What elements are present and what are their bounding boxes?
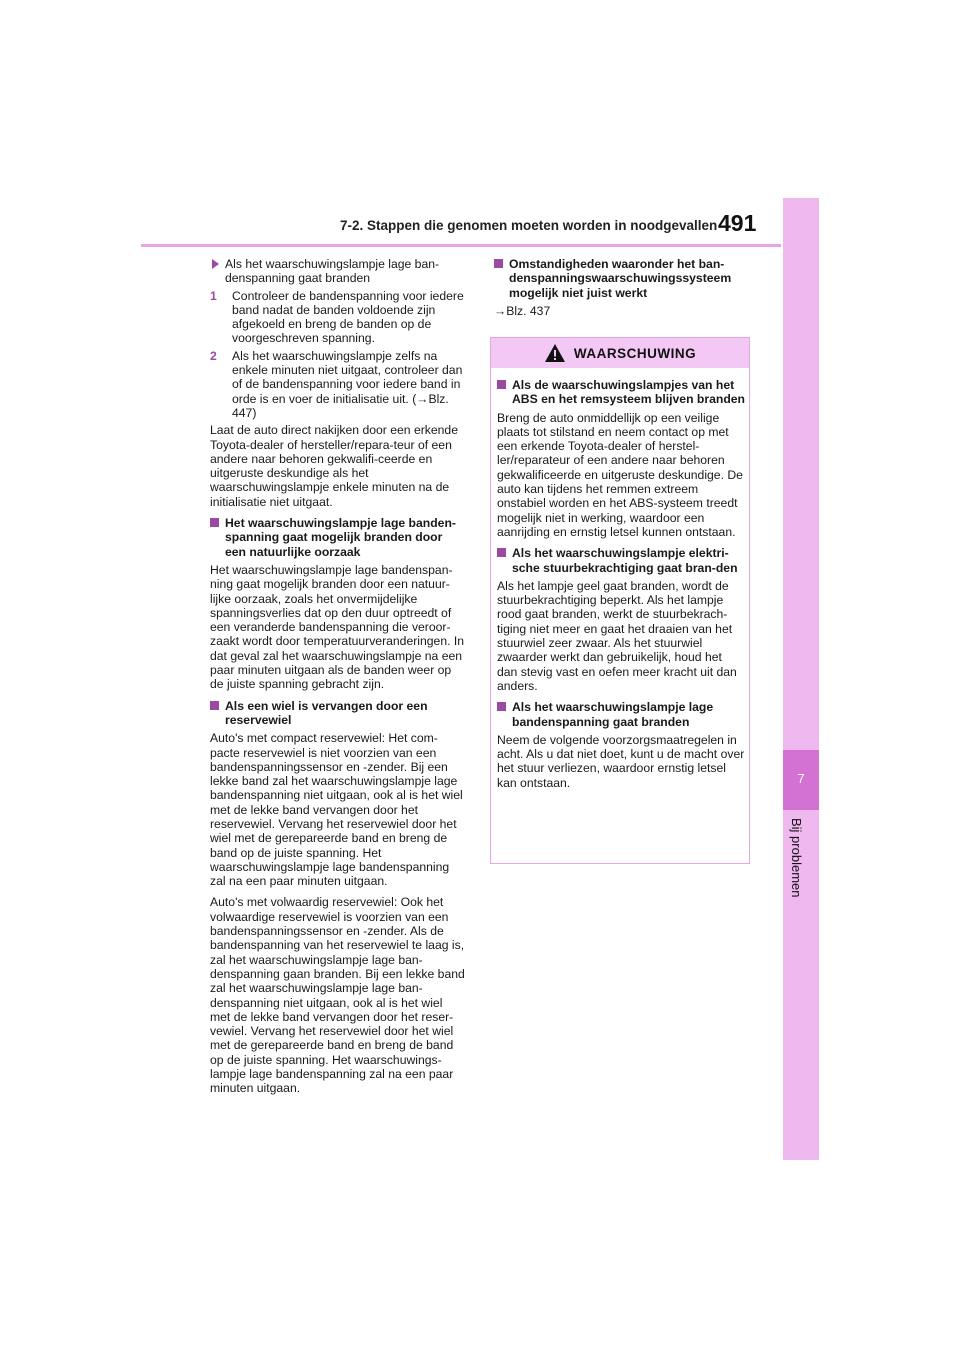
triangle-bullet-icon bbox=[212, 259, 219, 269]
section-heading bbox=[210, 699, 466, 728]
left-column bbox=[210, 257, 466, 1103]
chapter-label: Bij problemen bbox=[789, 818, 804, 898]
chapter-side-tab bbox=[783, 198, 819, 1160]
warning-item-heading bbox=[497, 378, 745, 407]
square-bullet-icon bbox=[497, 380, 506, 389]
warning-heading-text: Als de waarschuwingslampjes van het ABS en het remsysteem blijven branden bbox=[512, 378, 745, 407]
warning-triangle-icon bbox=[544, 343, 566, 363]
right-column bbox=[494, 257, 750, 325]
warning-box bbox=[490, 337, 750, 864]
warning-paragraph: Breng de auto onmiddellijk op een veilige plaats tot stilstand en neem contact op met een erkende Toyota-dealer of herstel-ler/reparateur of een andere naar behoren gekwalificeerde en uitgeruste deskundige. De auto kan tijdens het remmen extreem onstabiel worden en het ABS-systeem treedt mogelijk niet in werking, waardoor een aanrijding en ernstig letsel kunnen ontstaan. bbox=[497, 410, 743, 539]
warning-heading-text: Als het waarschuwingslampje elektri-sche stuurbekrachtiging gaat bran-den bbox=[512, 546, 738, 575]
warning-paragraph: Als het lampje geel gaat branden, wordt de stuurbekrachtiging beperkt. Als het lampje rood gaat branden, werkt de stuurbekrach-tiging niet meer en gaat het draaien van het stuurwiel zeer zwaar. Als het stuurwiel zwaarder werkt dan gebruikelijk, houd het dan stevig vast en oefen meer kracht uit dan anders. bbox=[497, 578, 737, 693]
section-heading bbox=[210, 516, 466, 559]
square-bullet-icon bbox=[497, 702, 506, 711]
warning-paragraph: Neem de volgende voorzorgsmaatregelen in acht. Als u dat niet doet, kunt u de macht over het stuur verliezen, waardoor ernstig letsel kan ontstaan. bbox=[497, 732, 745, 790]
section-heading-text: Omstandigheden waaronder het ban-denspanningswaarschuwingssysteem mogelijk niet juist werkt bbox=[509, 257, 732, 300]
step-number: 2 bbox=[210, 348, 217, 363]
header-divider bbox=[141, 244, 781, 247]
chapter-number: 7 bbox=[797, 771, 805, 786]
section-heading-text: Het waarschuwingslampje lage banden-spanning gaat mogelijk branden door een natuurlijke oorzaak bbox=[225, 516, 456, 559]
warning-body bbox=[491, 368, 749, 790]
square-bullet-icon bbox=[497, 548, 506, 557]
section-title: 7-2. Stappen die genomen moeten worden in noodgevallen bbox=[340, 218, 718, 233]
square-bullet-icon bbox=[494, 259, 503, 268]
step-text: Controleer de bandenspanning voor iedere band nadat de banden voldoende zijn afgekoeld en breng de banden op de voorgeschreven spanning. bbox=[232, 288, 464, 346]
warning-title: WAARSCHUWING bbox=[573, 345, 697, 361]
step-number: 1 bbox=[210, 288, 217, 303]
section-heading-text: Als een wiel is vervangen door een reservewiel bbox=[225, 698, 428, 727]
square-bullet-icon bbox=[210, 518, 219, 527]
square-bullet-icon bbox=[210, 701, 219, 710]
step-1 bbox=[210, 289, 466, 346]
warning-heading-text: Als het waarschuwingslampje lage bandenspanning gaat branden bbox=[512, 700, 714, 729]
section-heading bbox=[494, 257, 750, 300]
paragraph: Laat de auto direct nakijken door een erkende Toyota-dealer of hersteller/repara-teur of een andere naar behoren gekwalifi-ceerde en uitgeruste deskundige als het waarschuwingslampje enkele minuten na de initialisatie niet uitgaat. bbox=[210, 423, 458, 509]
paragraph: Auto's met compact reservewiel: Het com-pacte reservewiel is niet voorzien van een bandenspanningssensor en -zender. Bij een lekke band zal het waarschuwingslampje lage bandenspanning niet uitgaan, ook al is het wiel met de lekke band vervangen door het reservewiel. Vervang het reservewiel door het wiel met de gerepareerde band en breng de band op de juiste spanning. Het waarschuwingslampje lage bandenspanning zal na een paar minuten uitgaan. bbox=[210, 731, 463, 889]
paragraph: Auto's met volwaardig reservewiel: Ook het volwaardige reservewiel is voorzien van een bandenspanningssensor en -zender. Als de bandenspanning van het reservewiel te laag is, zal het waarschuwingslampje lage ban-denspanning gaan branden. Bij een lekke band zal het waarschuwingslampje lage ban-denspanning niet uitgaan, ook al is het wiel met de lekke band vervangen door het reser-vewiel. Vervang het reservewiel door het wiel met de gerepareerde band en breng de band op de juiste spanning. Het waarschuwings-lampje lage bandenspanning zal na een paar minuten uitgaan. bbox=[210, 895, 465, 1096]
paragraph: Het waarschuwingslampje lage bandenspan-ning gaat mogelijk branden door een natuur-lijke oorzaak, zoals het onvermijdelijke spanningsverlies dat op den duur optreedt of een veranderde bandenspanning die veroor-zaakt wordt door temperatuurveranderingen. In dat geval zal het waarschuwingslampje na een paar minuten uitgaan als de banden weer op de juiste spanning gebracht zijn. bbox=[210, 562, 465, 692]
page-reference-link[interactable]: →Blz. 437 bbox=[494, 303, 551, 318]
intro-item-text: Als het waarschuwingslampje lage ban-denspanning gaat branden bbox=[225, 257, 440, 286]
list-item bbox=[210, 257, 466, 286]
warning-item-heading bbox=[497, 546, 745, 575]
warning-header bbox=[491, 338, 749, 368]
step-text: Als het waarschuwingslampje zelfs na enkele minuten niet uitgaat, controleer dan of de bandenspanning voor iedere band in orde is en voer de initialisatie uit. (→Blz. 447) bbox=[232, 348, 463, 420]
page-number: 491 bbox=[718, 210, 757, 236]
step-2 bbox=[210, 349, 466, 420]
warning-item-heading bbox=[497, 700, 745, 729]
